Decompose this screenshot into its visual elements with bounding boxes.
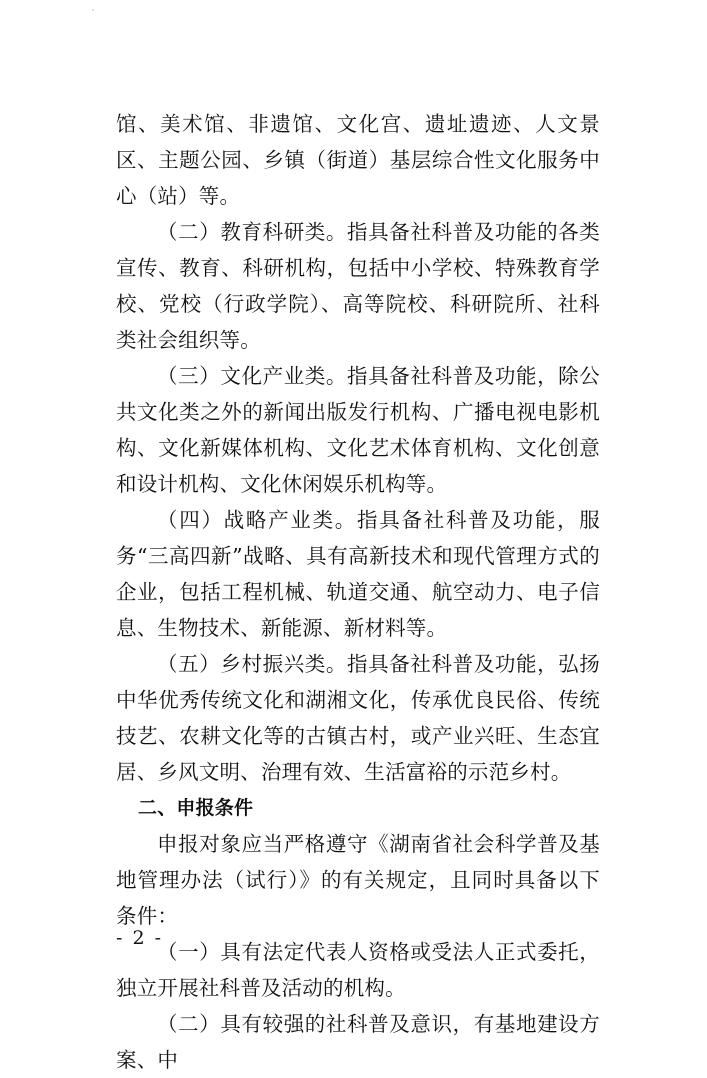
paragraph-condition-1: （一）具有法定代表人资格或受法人正式委托，独立开展社科普及活动的机构。 — [116, 940, 600, 1000]
scan-artifact — [92, 9, 94, 11]
paragraph-rural-revitalization: （五）乡村振兴类。指具备社科普及功能，弘扬中华优秀传统文化和湖湘文化，传承优良民俗、传统技艺、农耕文化等的古镇古村，或产业兴旺、生态宜居、乡风文明、治理有效、生活富裕的示范乡村。 — [116, 652, 600, 784]
page-number: - 2 - — [116, 927, 164, 949]
paragraph-cultural-industry: （三）文化产业类。指具备社科普及功能，除公共文化类之外的新闻出版发行机构、广播电视电影机构、文化新媒体机构、文化艺术体育机构、文化创意和设计机构、文化休闲娱乐机构等。 — [116, 364, 600, 496]
document-body — [116, 106, 600, 1078]
paragraph-conditions-intro: 申报对象应当严格遵守《湖南省社会科学普及基地管理办法（试行）》的有关规定，且同时具备以下条件： — [116, 832, 600, 928]
section-heading-application-conditions: 二、申报条件 — [138, 797, 254, 819]
paragraph-education-research: （二）教育科研类。指具备社科普及功能的各类宣传、教育、科研机构，包括中小学校、特殊教育学校、党校（行政学院）、高等院校、科研院所、社科类社会组织等。 — [116, 220, 600, 352]
paragraph-condition-2: （二）具有较强的社科普及意识，有基地建设方案、中 — [116, 1012, 600, 1072]
paragraph-public-culture-continued: 馆、美术馆、非遗馆、文化宫、遗址遗迹、人文景区、主题公园、乡镇（街道）基层综合性文化服务中心（站）等。 — [116, 112, 600, 208]
paragraph-strategic-industry: （四）战略产业类。指具备社科普及功能，服务“三高四新”战略、具有高新技术和现代管理方式的企业，包括工程机械、轨道交通、航空动力、电子信息、生物技术、新能源、新材料等。 — [116, 508, 600, 640]
